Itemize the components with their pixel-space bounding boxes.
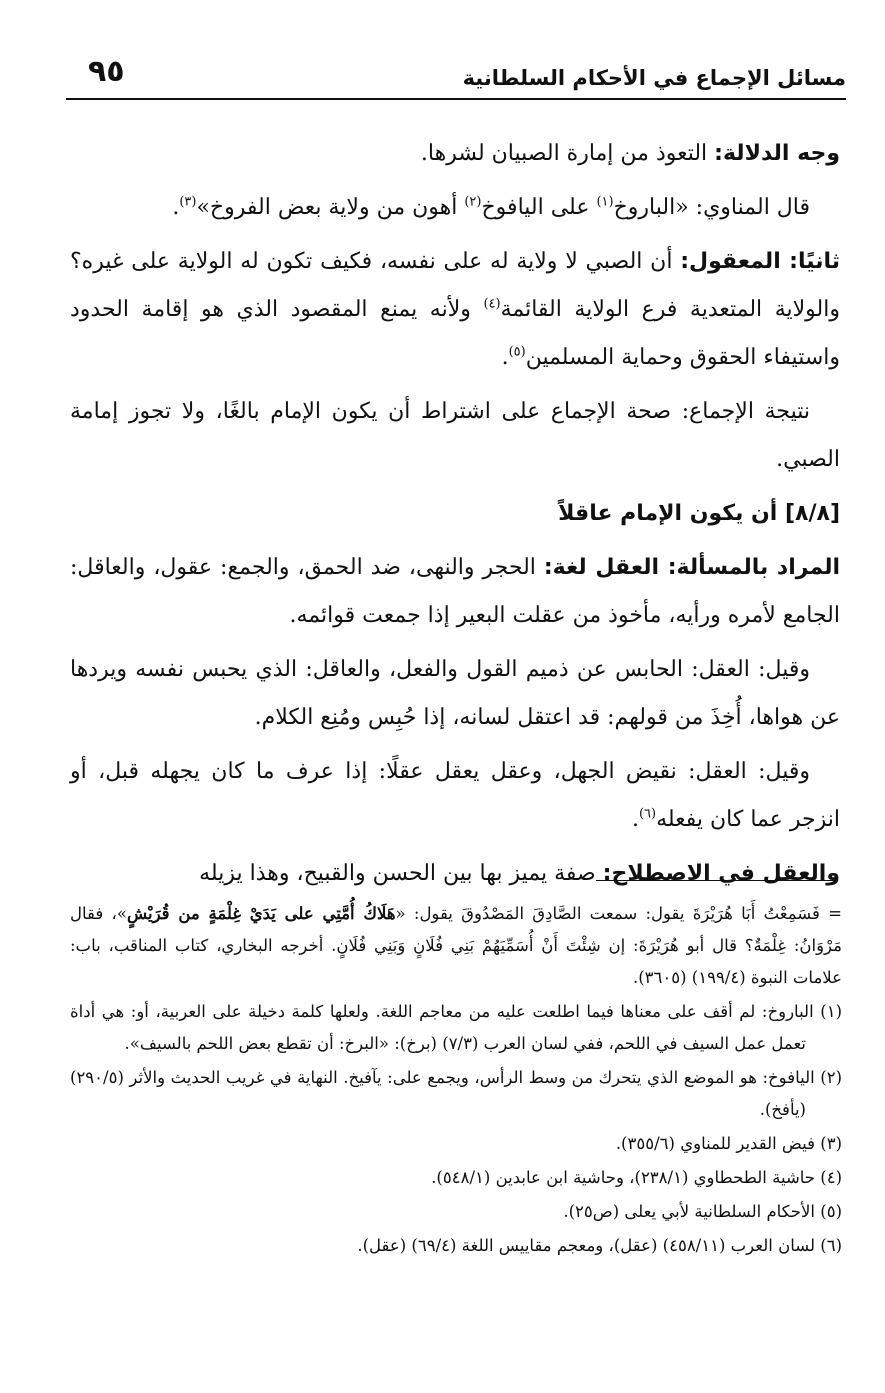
paragraph-text: . (501, 345, 509, 370)
footnote-1: (١) الباروخ: لم أقف على معناها فيما اطلعت عليه من معاجم اللغة. ولعلها كلمة دخيلة على العربية، أو: هي أداة تعمل عمل السيف في اللحم، ففي لسان العرب (٧/٣) (برخ): «البرخ: أن تقطع بعض اللحم بالسيف». (70, 1002, 842, 1053)
paragraph-munawi-quote (70, 184, 840, 232)
footnote-ref[interactable]: (٣) (179, 194, 197, 210)
paragraph-text: أن الصبي لا ولاية له على نفسه، فكيف تكون له الولاية على غيره؟ والولاية المتعدية فرع الولاية القائمة (70, 249, 840, 322)
keyword-lexical: العقل لغة: (543, 555, 668, 580)
paragraph-consensus-result: نتيجة الإجماع: صحة الإجماع على اشتراط أن يكون الإمام بالغًا، ولا تجوز إمامة الصبي. (70, 399, 840, 472)
footnote-ref[interactable]: (٢) (464, 194, 482, 210)
quote-text: على اليافوخ (481, 195, 597, 220)
paragraph-alt-definition-2 (70, 748, 840, 844)
page-header (66, 50, 846, 100)
paragraph-text: التعوذ من إمارة الصبيان لشرها. (420, 141, 715, 166)
footnote-ref[interactable]: (٥) (508, 344, 526, 360)
paragraph-definition (70, 544, 840, 640)
page-number: ٩٥ (88, 54, 125, 89)
footnote-3: (٣) فيض القدير للمناوي (٣٥٥/٦). (615, 1134, 842, 1153)
footnote-ref[interactable]: (٦) (638, 806, 657, 822)
footnote-text: »، فقال مَرْوَانُ: غِلْمَةٌ؟ قال أبو هُرَيْرَةَ: إن شِئْتَ أَنْ أُسَمِّيَهُمْ بَنِي فُلَانٍ وَبَنِي فُلَانٍ. أخرجه البخاري، كتاب المناقب، باب: علامات النبوة (١٩٩/٤) (٣٦٠٥). (70, 904, 842, 987)
footnote-4: (٤) حاشية الطحطاوي (٢٣٨/١)، وحاشية ابن عابدين (٥٤٨/١). (431, 1168, 842, 1187)
keyword-meaning: المراد بالمسألة: (667, 555, 841, 580)
footnote-6: (٦) لسان العرب (٤٥٨/١١) (عقل)، ومعجم مقاييس اللغة (٦٩/٤) (عقل). (357, 1236, 842, 1255)
keyword-evidence: وجه الدلالة: (714, 141, 840, 166)
paragraph-evidence (70, 130, 840, 178)
paragraph-text: ولأنه يمنع المقصود الذي هو إقامة الحدود واستيفاء الحقوق وحماية المسلمين (70, 297, 840, 370)
paragraph-text: الحجر والنهى، ضد الحمق، والجمع: عقول، والعاقل: الجامع لأمره ورأيه، مأخوذ من عقلت البعير إذا جمعت قوائمه. (70, 555, 840, 628)
footnotes (70, 898, 842, 1264)
hadith-quote: هَلَاكُ أُمَّتِي على يَدَيْ غِلْمَةٍ من قُرَيْشٍ (126, 904, 396, 923)
paragraph-alt-definition-1: وقيل: العقل: الحابس عن ذميم القول والفعل، والعاقل: الذي يحبس نفسه ويردها عن هواها، أُخِذَ من قولهم: قد اعتقل لسانه، إذا حُبِس ومُنِع الكلام. (70, 657, 840, 730)
footnote-5: (٥) الأحكام السلطانية لأبي يعلى (ص٢٥). (563, 1202, 842, 1221)
paragraph-text: . (631, 807, 639, 832)
quote-text: قال المناوي: «الباروخ (613, 195, 810, 220)
quote-text: أهون من ولاية بعض الفروخ» (196, 195, 465, 220)
footnote-continuation (70, 898, 842, 994)
keyword-technical: والعقل في الاصطلاح: (602, 861, 840, 886)
footnote-text: = فَسَمِعْتُ أَبَا هُرَيْرَةَ يقول: سمعت الصَّادِقَ المَصْدُوقَ يقول: « (395, 904, 842, 923)
main-text (70, 130, 840, 904)
paragraph-text: وقيل: العقل: نقيض الجهل، وعقل يعقل عقلًا: إذا عرف ما كان يجهله قبل، أو انزجر عما كان يفعله (70, 759, 840, 832)
paragraph-technical-definition (70, 850, 840, 898)
header-rule (66, 98, 846, 100)
section-heading: [٨/٨] أن يكون الإمام عاقلاً (558, 501, 840, 526)
footnote-separator (596, 880, 836, 881)
footnote-2: (٢) اليافوخ: هو الموضع الذي يتحرك من وسط الرأس، ويجمع على: يآفيخ. النهاية في غريب الحديث والأثر (٢٩٠/٥) (يأفخ). (70, 1068, 842, 1119)
paragraph-text: صفة يميز بها بين الحسن والقبيح، وهذا يزيله (199, 861, 603, 886)
footnote-ref[interactable]: (٤) (483, 296, 501, 312)
keyword-reasoning: ثانيًا: المعقول: (680, 249, 841, 274)
paragraph-reasoning (70, 238, 840, 382)
running-title: مسائل الإجماع في الأحكام السلطانية (462, 66, 846, 90)
footnote-ref[interactable]: (١) (596, 194, 614, 210)
quote-text: . (172, 195, 180, 220)
